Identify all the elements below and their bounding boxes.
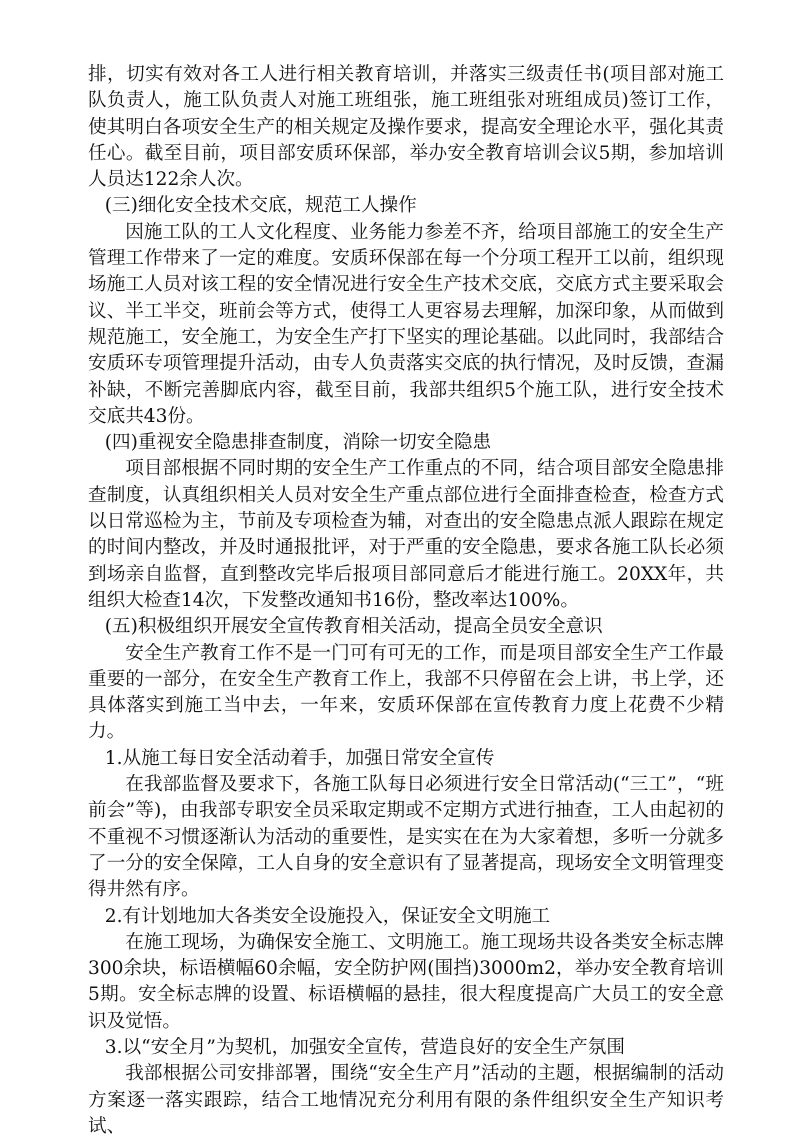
subheading-2: 2.有计划地加大各类安全设施投入，保证安全文明施工	[104, 905, 551, 927]
section-heading-4: (四)重视安全隐患排查制度，消除一切安全隐患	[104, 432, 492, 454]
paragraph-tech-briefing: 因施工队的工人文化程度、业务能力参差不齐，给项目部施工的安全生产管理工作带来了一定的难度。安质环保部在每一个分项工程开工以前，组织现场施工人员对该工程的安全情况进行安全生产技术交底，交底方式主要采取会议、半工半交，班前会等方式，使得工人更容易去理解，加深印象，从而做到规范施工，安全施工，为安全生产打下坚实的理论基础。以此同时，我部结合安质环专项管理提升活动，由专人负责落实交底的执行情况，及时反馈，查漏补缺，不断完善脚底内容，截至目前，我部共组织5个施工队，进行安全技术交底共43份。	[88, 221, 724, 427]
document-page	[88, 62, 724, 1140]
paragraph-safety-facilities: 在施工现场，为确保安全施工、文明施工。施工现场共设各类安全标志牌300余块，标语横幅60余幅，安全防护网(围挡)3000m2，举办安全教育培训5期。安全标志牌的设置、标语横幅的悬挂，很大程度提高广大员工的安全意识及觉悟。	[88, 931, 724, 1032]
section-heading-3: (三)细化安全技术交底，规范工人操作	[104, 195, 417, 217]
paragraph-training: 排，切实有效对各工人进行相关教育培训，并落实三级责任书(项目部对施工队负责人，施工队负责人对施工班组张，施工班组张对班组成员)签订工作，使其明白各项安全生产的相关规定及操作要求，提高安全理论水平，强化其责任心。截至目前，项目部安质环保部，举办安全教育培训会议5期，参加培训人员达122余人次。	[88, 64, 724, 191]
paragraph-daily-activity: 在我部监督及要求下，各施工队每日必须进行安全日常活动(“三工”，“班前会”等)，由我部专职安全员采取定期或不定期方式进行抽查，工人由起初的不重视不习惯逐渐认为活动的重要性，是实实在在为大家着想，多听一分就多了一分的安全保障，工人自身的安全意识有了显著提高，现场安全文明管理变得井然有序。	[88, 774, 724, 901]
subheading-3: 3.以“安全月”为契机，加强安全宣传，营造良好的安全生产氛围	[104, 1036, 625, 1058]
paragraph-safety-month: 我部根据公司安排部署，围绕“安全生产月”活动的主题，根据编制的活动方案逐一落实跟踪，结合工地情况充分利用有限的条件组织安全生产知识考试、	[88, 1063, 724, 1137]
section-heading-5: (五)积极组织开展安全宣传教育相关活动，提高全员安全意识	[104, 616, 603, 638]
paragraph-safety-education: 安全生产教育工作不是一门可有可无的工作，而是项目部安全生产工作最重要的一部分，在安全生产教育工作上，我部不只停留在会上讲，书上学，还具体落实到施工当中去，一年来，安质环保部在宣传教育力度上花费不少精力。	[88, 642, 724, 743]
paragraph-hazard-inspection: 项目部根据不同时期的安全生产工作重点的不同，结合项目部安全隐患排查制度，认真组织相关人员对安全生产重点部位进行全面排查检查，检查方式以日常巡检为主，节前及专项检查为辅，对查出的安全隐患点派人跟踪在规定的时间内整改，并及时通报批评，对于严重的安全隐患，要求各施工队长必须到场亲自监督，直到整改完毕后报项目部同意后才能进行施工。20XX年，共组织大检查14次，下发整改通知书16份，整改率达100%。	[88, 458, 724, 611]
subheading-1: 1.从施工每日安全活动着手，加强日常安全宣传	[104, 747, 495, 769]
